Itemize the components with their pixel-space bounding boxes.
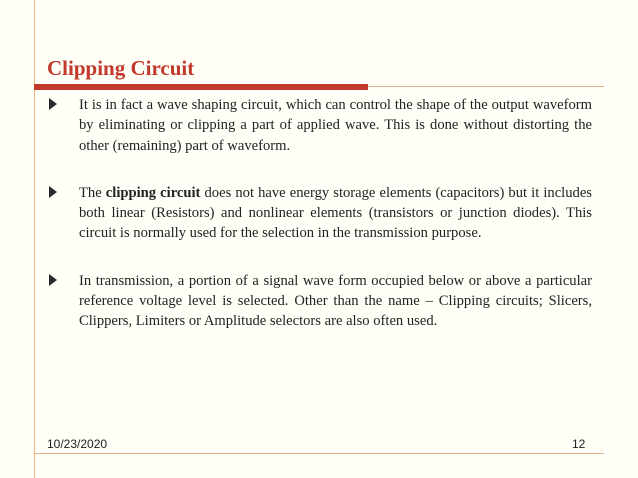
bullet-text-bold: clipping circuit [105, 184, 201, 201]
bullet-list [47, 95, 592, 359]
bullet-item [47, 183, 592, 244]
arrow-bullet-icon [49, 274, 57, 286]
title-underline [368, 86, 604, 87]
slide-title: Clipping Circuit [47, 56, 195, 80]
bullet-text-post: does not have energy storage elements (capacitors) but it includes both linear (Resistors) and nonlinear elements (transistors or junction diodes). This circuit is normally used for the selection in the transmission purpose. [79, 184, 592, 242]
bullet-item [47, 271, 592, 332]
bullet-item [47, 95, 592, 156]
title-accent-bar [34, 84, 368, 90]
arrow-bullet-icon [49, 186, 57, 198]
footer-rule [34, 453, 604, 454]
page-number: 12 [572, 437, 586, 451]
bullet-text: In transmission, a portion of a signal wave form occupied below or above a particular reference voltage level is selected. Other than the name – Clipping circuits; Slicers, Clippers, Limiters or Amplitude selectors are also often used. [79, 272, 592, 330]
bullet-text [79, 183, 592, 244]
arrow-bullet-icon [49, 98, 57, 110]
left-rule [34, 0, 35, 478]
bullet-text: It is in fact a wave shaping circuit, which can control the shape of the output waveform by eliminating or clipping a part of applied wave. This is done without distorting the other (remaining) part of waveform. [79, 97, 592, 154]
bullet-text-pre: The [79, 184, 106, 201]
footer-date: 10/23/2020 [47, 437, 108, 451]
